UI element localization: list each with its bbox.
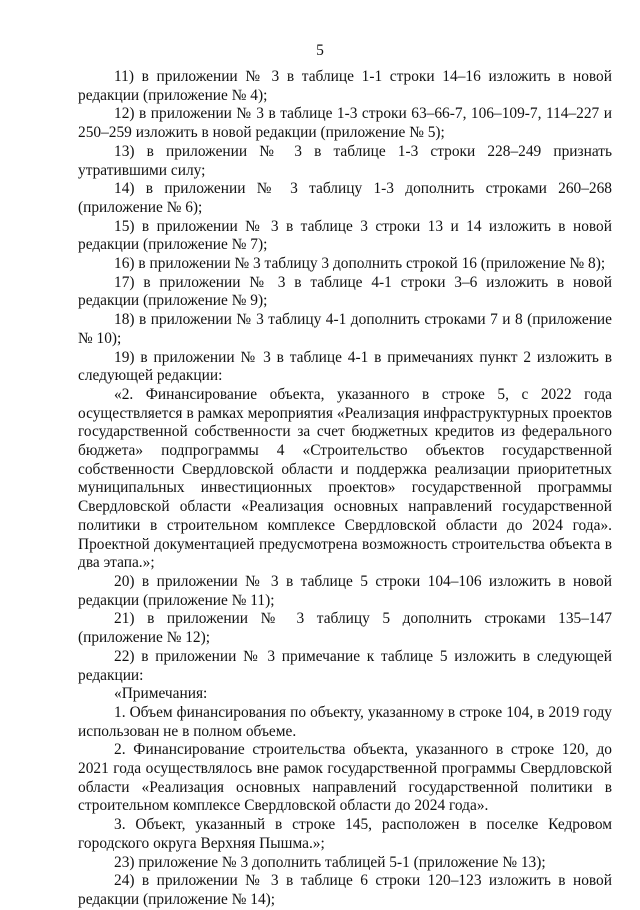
paragraph-item-22: 22) в приложении № 3 примечание к таблице 5 изложить в следующей редакции: [78,647,612,684]
paragraph-item-23: 23) приложение № 3 дополнить таблицей 5-1 (приложение № 13); [114,853,546,871]
paragraph-item-21: 21) в приложении № 3 таблицу 5 дополнить строками 135–147 (приложение № 12); [78,610,612,647]
notes-heading: «Примечания: [114,685,208,703]
document-body [78,68,612,910]
page-number: 5 [316,42,324,59]
paragraph-item-14: 14) в приложении № 3 таблицу 1-3 дополнить строками 260–268 (приложение № 6); [78,180,612,216]
paragraph-item-12: 12) в приложении № 3 в таблице 1-3 строки 63–66-7, 106–109-7, 114–227 и 250–259 изложить в новой редакции (приложение № 5); [78,105,612,142]
paragraph-item-11: 11) в приложении № 3 в таблице 1-1 строки 14–16 изложить в новой редакции (приложение № 4); [78,68,612,104]
paragraph-item-15: 15) в приложении № 3 в таблице 3 строки 13 и 14 изложить в новой редакции (приложение № 7); [78,217,612,254]
paragraph-item-13: 13) в приложении № 3 в таблице 1-3 строки 228–249 признать утратившими силу; [78,142,612,179]
note-item-1: 1. Объем финансирования по объекту, указанному в строке 104, в 2019 году использован не в полном объеме. [78,703,612,740]
paragraph-item-20: 20) в приложении № 3 в таблице 5 строки 104–106 изложить в новой редакции (приложение № 11); [78,572,612,609]
note-item-3: 3. Объект, указанный в строке 145, расположен в поселке Кедровом городского округа Верхняя Пышма.»; [78,816,612,852]
note-item-2: 2. Финансирование строительства объекта, указанного в строке 120, до 2021 года осуществлялось вне рамок государственной программы Свердловской области «Реализация основных направлений государственной политики в строительном комплексе Свердловской области до 2024 года». [78,741,612,815]
paragraph-item-16: 16) в приложении № 3 таблицу 3 дополнить строкой 16 (приложение № 8); [114,255,606,273]
paragraph-item-18: 18) в приложении № 3 таблицу 4-1 дополнить строками 7 и 8 (приложение № 10); [78,311,612,347]
quoted-note-2: «2. Финансирование объекта, указанного в строке 5, с 2022 года осуществляется в рамках мероприятия «Реализация инфраструктурных проектов государственной собственности за счет бюджетных кредитов из федерального бюджета» подпрограммы 4 «Строительство объектов государственной собственности Свердловской области и поддержка реализации приоритетных муниципальных инвестиционных проектов» государственной программы Свердловской области «Реализация основных направлений государственной политики в строительном комплексе Свердловской области до 2024 года». Проектной документацией предусмотрена возможность строительства объекта в два этапа.»; [78,385,612,572]
paragraph-item-19: 19) в приложении № 3 в таблице 4-1 в примечаниях пункт 2 изложить в следующей редакции: [78,348,612,385]
paragraph-item-24: 24) в приложении № 3 в таблице 6 строки 120–123 изложить в новой редакции (приложение № 14); [78,872,612,908]
paragraph-item-17: 17) в приложении № 3 в таблице 4-1 строки 3–6 изложить в новой редакции (приложение № 9); [78,273,612,310]
